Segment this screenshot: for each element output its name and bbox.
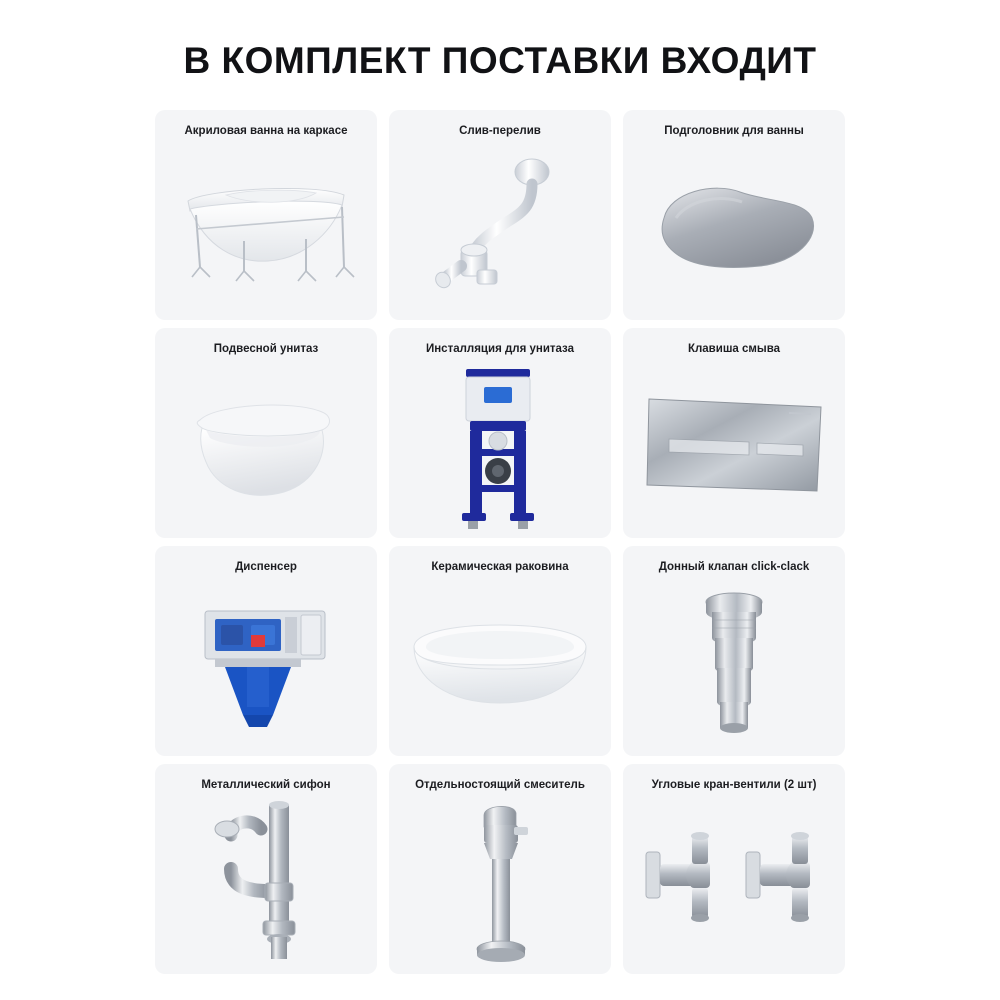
wall-hung-toilet-icon	[155, 364, 377, 532]
item-label: Акриловая ванна на каркасе	[184, 125, 348, 137]
grid-item[interactable]	[389, 764, 611, 974]
grid-item[interactable]	[155, 110, 377, 320]
grid-item[interactable]	[389, 110, 611, 320]
grid-item[interactable]	[155, 764, 377, 974]
grid-item[interactable]	[623, 110, 845, 320]
bathtub-frame-icon	[155, 146, 377, 314]
item-label: Инсталляция для унитаза	[425, 343, 575, 355]
item-label: Отдельностоящий смеситель	[415, 779, 585, 791]
item-label: Клавиша смыва	[687, 343, 781, 355]
item-label: Слив-перелив	[459, 125, 541, 137]
item-label: Металлический сифон	[201, 779, 331, 791]
item-label: Керамическая раковина	[431, 561, 569, 573]
toilet-installation-frame-icon	[389, 364, 611, 532]
grid-item[interactable]	[623, 546, 845, 756]
click-clack-valve-icon	[623, 582, 845, 750]
page-title: В КОМПЛЕКТ ПОСТАВКИ ВХОДИТ	[183, 40, 817, 81]
ceramic-sink-icon	[389, 582, 611, 750]
item-label: Диспенсер	[235, 561, 297, 573]
contents-grid	[0, 110, 1000, 974]
bath-headrest-icon	[623, 146, 845, 314]
drain-overflow-icon	[389, 146, 611, 314]
metal-siphon-icon	[155, 800, 377, 968]
item-label: Подвесной унитаз	[213, 343, 319, 355]
flush-plate-icon	[623, 364, 845, 532]
grid-item[interactable]	[623, 328, 845, 538]
grid-item[interactable]	[389, 328, 611, 538]
grid-item[interactable]	[155, 546, 377, 756]
angle-valves-icon	[623, 800, 845, 968]
grid-item[interactable]	[389, 546, 611, 756]
item-label: Угловые кран-вентили (2 шт)	[651, 779, 817, 791]
grid-item[interactable]	[155, 328, 377, 538]
item-label: Подголовник для ванны	[664, 125, 804, 137]
item-label: Донный клапан click-clack	[658, 561, 810, 573]
dispenser-icon	[155, 582, 377, 750]
freestanding-mixer-icon	[389, 800, 611, 968]
grid-item[interactable]	[623, 764, 845, 974]
